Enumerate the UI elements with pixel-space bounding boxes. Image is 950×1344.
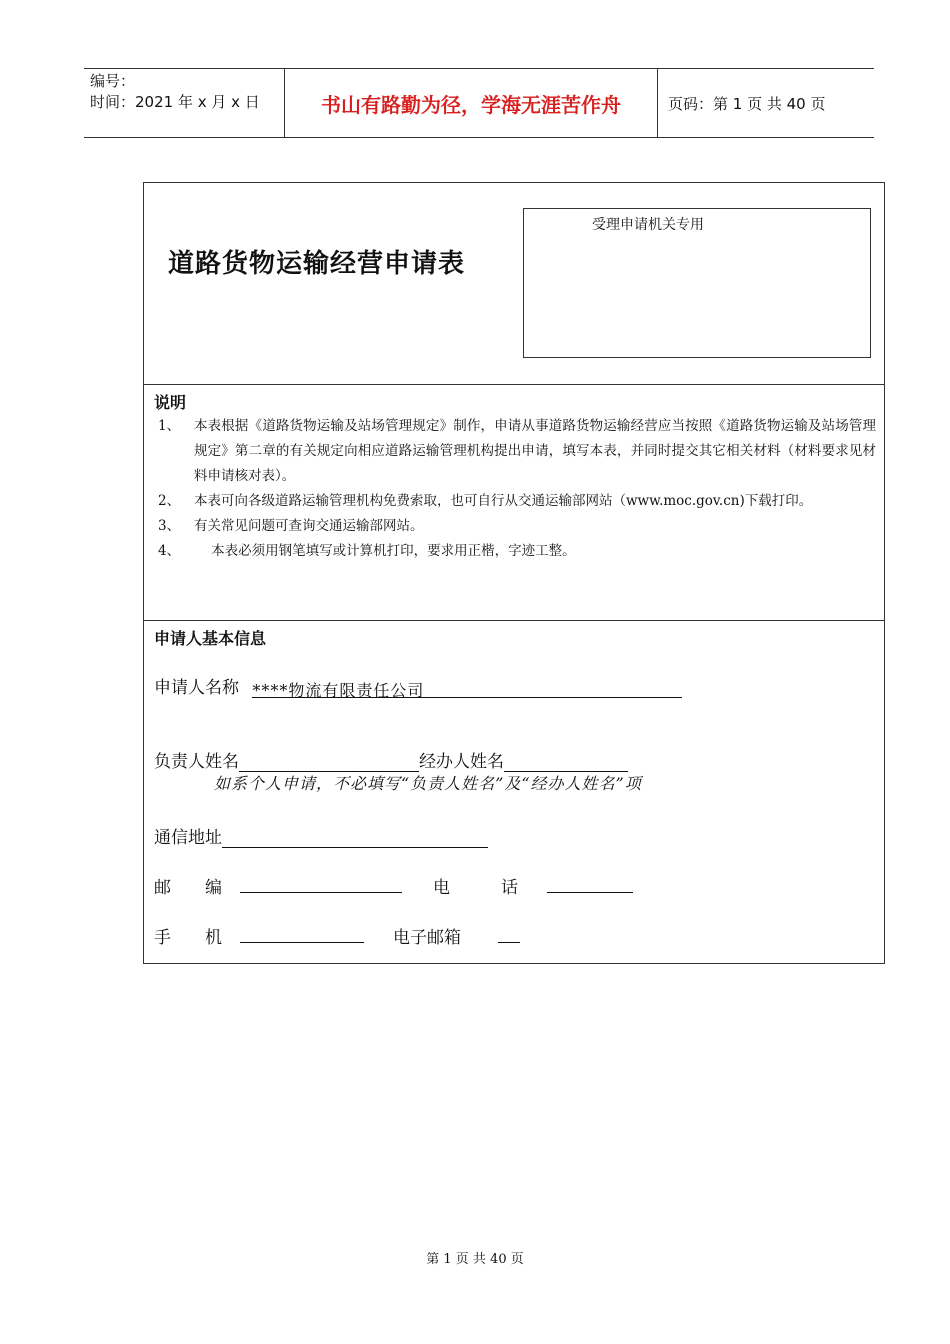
applicant-info-section	[144, 621, 884, 963]
postcode-field[interactable]	[240, 873, 402, 893]
note-number: 1、	[158, 418, 181, 434]
note-item	[158, 414, 876, 489]
note-item	[158, 539, 876, 564]
email-field[interactable]	[498, 923, 520, 943]
address-row	[154, 823, 488, 848]
phone-label: 电 话	[433, 878, 518, 898]
header-meta	[90, 71, 282, 113]
applicant-name-label: 申请人名称	[154, 678, 239, 698]
email-label: 电子邮箱	[393, 928, 461, 948]
application-form	[143, 182, 885, 964]
leader-name-label: 负责人姓名	[154, 752, 239, 772]
postcode-label: 邮 编	[154, 878, 222, 898]
address-label: 通信地址	[154, 828, 222, 848]
personal-application-hint: 如系个人申请，不必填写“负责人姓名”及“经办人姓名”项	[214, 774, 642, 793]
applicant-name-row	[154, 673, 682, 698]
note-item	[158, 489, 876, 514]
office-use-box	[523, 208, 871, 358]
note-text: 有关常见问题可查询交通运输部网站。	[194, 518, 424, 534]
header-page-info: 页码：第 1 页 共 40 页	[668, 94, 826, 113]
note-text: 本表可向各级道路运输管理机构免费索取，也可自行从交通运输部网站（www.moc.gov.cn)下载打印。	[194, 493, 813, 509]
postcode-phone-row	[154, 873, 874, 897]
page-header	[84, 68, 874, 138]
note-number: 4、	[158, 543, 181, 559]
address-field[interactable]	[222, 828, 488, 848]
handler-name-field[interactable]	[504, 752, 628, 772]
notes-section	[144, 385, 884, 621]
office-use-label: 受理申请机关专用	[592, 217, 704, 233]
leader-handler-row	[154, 747, 628, 772]
number-label: 编号：	[90, 72, 136, 90]
handler-name-label: 经办人姓名	[419, 752, 504, 772]
note-number: 3、	[158, 518, 181, 534]
applicant-name-field[interactable]: ****物流有限责任公司	[252, 678, 682, 698]
mobile-field[interactable]	[240, 923, 364, 943]
page-footer: 第 1 页 共 40 页	[426, 1252, 524, 1267]
note-number: 2、	[158, 493, 181, 509]
note-text: 本表必须用钢笔填写或计算机打印，要求用正楷，字迹工整。	[194, 543, 576, 559]
notes-title: 说明	[154, 393, 187, 412]
date-label: 时间：2021 年 x 月 x 日	[90, 93, 260, 111]
header-motto: 书山有路勤为径，学海无涯苦作舟	[284, 69, 658, 137]
mobile-email-row	[154, 923, 874, 947]
form-title: 道路货物运输经营申请表	[168, 249, 466, 279]
notes-list	[158, 414, 876, 564]
note-item	[158, 514, 876, 539]
applicant-section-title: 申请人基本信息	[154, 629, 267, 648]
mobile-label: 手 机	[154, 928, 222, 948]
phone-field[interactable]	[547, 873, 633, 893]
note-text: 本表根据《道路货物运输及站场管理规定》制作，申请从事道路货物运输经营应当按照《道路货物运输及站场管理规定》第二章的有关规定向相应道路运输管理机构提出申请，填写本表，并同时提交其它相关材料（材料要求见材料申请核对表）。	[194, 418, 876, 484]
leader-name-field[interactable]	[239, 752, 419, 772]
form-title-section	[144, 183, 884, 385]
